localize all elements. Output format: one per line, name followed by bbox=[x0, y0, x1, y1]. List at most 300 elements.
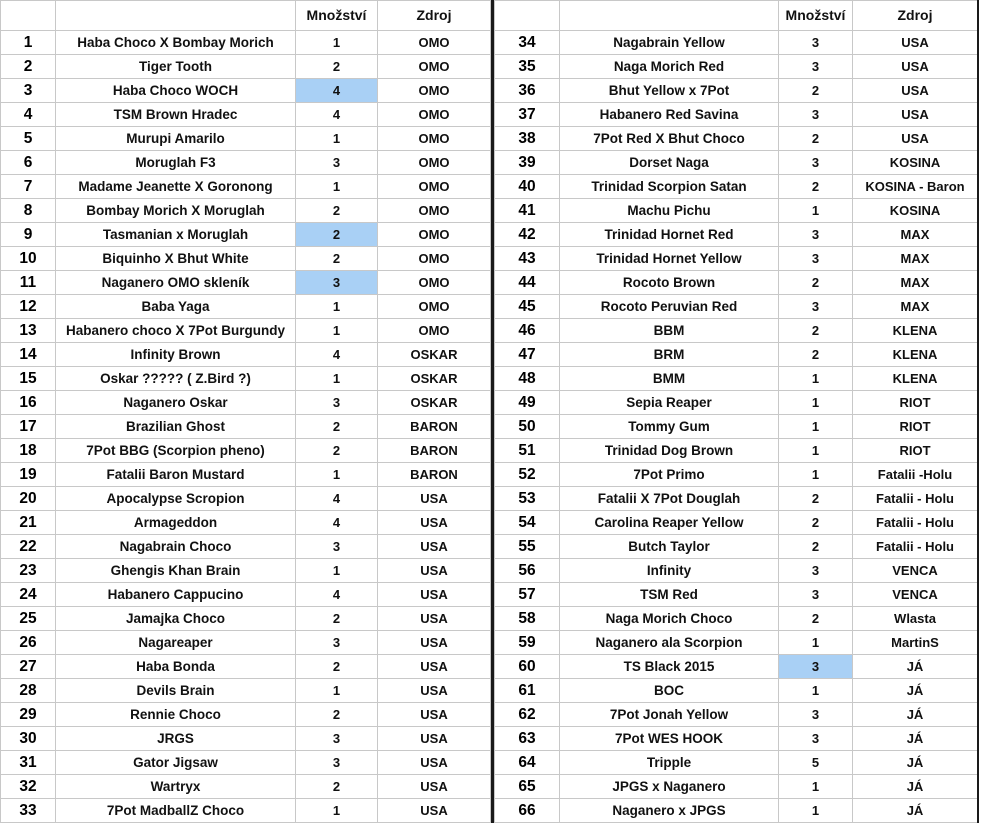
row-number-cell[interactable]: 64 bbox=[495, 751, 560, 775]
source-cell[interactable]: Fatalii - Holu bbox=[853, 487, 978, 511]
quantity-cell[interactable]: 3 bbox=[779, 55, 853, 79]
quantity-cell[interactable]: 2 bbox=[296, 247, 378, 271]
row-number-cell[interactable]: 18 bbox=[1, 439, 56, 463]
table-row bbox=[495, 607, 978, 631]
row-number-cell[interactable]: 2 bbox=[1, 55, 56, 79]
table-row bbox=[1, 247, 491, 271]
quantity-cell[interactable]: 1 bbox=[296, 679, 378, 703]
row-number-cell[interactable]: 8 bbox=[1, 199, 56, 223]
variety-name-cell[interactable]: Carolina Reaper Yellow bbox=[560, 511, 779, 535]
row-number-cell[interactable]: 1 bbox=[1, 31, 56, 55]
source-cell[interactable]: OSKAR bbox=[378, 343, 491, 367]
row-number-cell[interactable]: 52 bbox=[495, 463, 560, 487]
source-cell[interactable]: OMO bbox=[378, 247, 491, 271]
row-number-cell[interactable]: 59 bbox=[495, 631, 560, 655]
row-number-cell[interactable]: 29 bbox=[1, 703, 56, 727]
quantity-cell[interactable]: 2 bbox=[779, 511, 853, 535]
variety-name-cell[interactable]: Habanero Cappucino bbox=[56, 583, 296, 607]
row-number-cell[interactable]: 65 bbox=[495, 775, 560, 799]
source-cell[interactable]: MAX bbox=[853, 271, 978, 295]
row-number-cell[interactable]: 33 bbox=[1, 799, 56, 823]
row-number-cell[interactable]: 27 bbox=[1, 655, 56, 679]
quantity-cell[interactable]: 1 bbox=[779, 199, 853, 223]
variety-name-cell[interactable]: Butch Taylor bbox=[560, 535, 779, 559]
quantity-cell[interactable]: 2 bbox=[296, 199, 378, 223]
variety-name-cell[interactable]: TS Black 2015 bbox=[560, 655, 779, 679]
row-number-cell[interactable]: 23 bbox=[1, 559, 56, 583]
quantity-cell[interactable]: 1 bbox=[779, 775, 853, 799]
quantity-cell[interactable]: 4 bbox=[296, 343, 378, 367]
quantity-cell[interactable]: 1 bbox=[779, 631, 853, 655]
row-number-cell[interactable]: 22 bbox=[1, 535, 56, 559]
source-cell[interactable]: OMO bbox=[378, 151, 491, 175]
quantity-cell[interactable]: 1 bbox=[779, 391, 853, 415]
source-cell[interactable]: MAX bbox=[853, 295, 978, 319]
table-row bbox=[1, 751, 491, 775]
quantity-cell[interactable]: 3 bbox=[779, 559, 853, 583]
quantity-cell[interactable]: 3 bbox=[779, 703, 853, 727]
variety-name-cell[interactable]: JPGS x Naganero bbox=[560, 775, 779, 799]
quantity-cell[interactable]: 5 bbox=[779, 751, 853, 775]
row-number-cell[interactable]: 19 bbox=[1, 463, 56, 487]
variety-name-cell[interactable]: Habanero Red Savina bbox=[560, 103, 779, 127]
quantity-cell[interactable]: 3 bbox=[296, 151, 378, 175]
source-cell[interactable]: USA bbox=[378, 487, 491, 511]
source-cell[interactable]: USA bbox=[853, 103, 978, 127]
row-number-cell[interactable]: 31 bbox=[1, 751, 56, 775]
row-number-cell[interactable]: 13 bbox=[1, 319, 56, 343]
table-row bbox=[495, 271, 978, 295]
table-row bbox=[1, 295, 491, 319]
source-cell[interactable]: VENCA bbox=[853, 559, 978, 583]
variety-name-cell[interactable]: Sepia Reaper bbox=[560, 391, 779, 415]
table-row bbox=[1, 679, 491, 703]
table-row bbox=[1, 367, 491, 391]
source-cell[interactable]: OMO bbox=[378, 31, 491, 55]
quantity-cell[interactable]: 3 bbox=[779, 583, 853, 607]
source-cell[interactable]: Fatalii - Holu bbox=[853, 535, 978, 559]
header-source-cell[interactable]: Zdroj bbox=[378, 1, 491, 31]
quantity-cell[interactable]: 3 bbox=[779, 295, 853, 319]
variety-name-cell[interactable]: Naganero OMO skleník bbox=[56, 271, 296, 295]
source-cell[interactable]: VENCA bbox=[853, 583, 978, 607]
variety-name-cell[interactable]: Tiger Tooth bbox=[56, 55, 296, 79]
table-row bbox=[495, 703, 978, 727]
quantity-cell[interactable]: 3 bbox=[296, 535, 378, 559]
variety-name-cell[interactable]: Naganero ala Scorpion bbox=[560, 631, 779, 655]
quantity-cell[interactable]: 3 bbox=[296, 271, 378, 295]
source-cell[interactable]: USA bbox=[378, 799, 491, 823]
variety-name-cell[interactable]: Trinidad Hornet Yellow bbox=[560, 247, 779, 271]
variety-name-cell[interactable]: 7Pot MadballZ Choco bbox=[56, 799, 296, 823]
right-table bbox=[494, 0, 978, 823]
row-number-cell[interactable]: 14 bbox=[1, 343, 56, 367]
quantity-cell[interactable]: 2 bbox=[779, 535, 853, 559]
quantity-cell[interactable]: 3 bbox=[779, 223, 853, 247]
variety-name-cell[interactable]: 7Pot BBG (Scorpion pheno) bbox=[56, 439, 296, 463]
table-row bbox=[495, 343, 978, 367]
source-cell[interactable]: OMO bbox=[378, 127, 491, 151]
header-num-cell[interactable] bbox=[1, 1, 56, 31]
variety-name-cell[interactable]: JRGS bbox=[56, 727, 296, 751]
variety-name-cell[interactable]: Devils Brain bbox=[56, 679, 296, 703]
source-cell[interactable]: OSKAR bbox=[378, 367, 491, 391]
row-number-cell[interactable]: 11 bbox=[1, 271, 56, 295]
quantity-cell[interactable]: 2 bbox=[296, 223, 378, 247]
variety-name-cell[interactable]: Biquinho X Bhut White bbox=[56, 247, 296, 271]
table-row bbox=[495, 511, 978, 535]
quantity-cell[interactable]: 2 bbox=[296, 655, 378, 679]
variety-name-cell[interactable]: 7Pot Red X Bhut Choco bbox=[560, 127, 779, 151]
source-cell[interactable]: USA bbox=[853, 79, 978, 103]
row-number-cell[interactable]: 9 bbox=[1, 223, 56, 247]
row-number-cell[interactable]: 10 bbox=[1, 247, 56, 271]
quantity-cell[interactable]: 3 bbox=[296, 727, 378, 751]
variety-name-cell[interactable]: Rocoto Peruvian Red bbox=[560, 295, 779, 319]
table-row bbox=[1, 799, 491, 823]
variety-name-cell[interactable]: Fatalii Baron Mustard bbox=[56, 463, 296, 487]
row-number-cell[interactable]: 53 bbox=[495, 487, 560, 511]
quantity-cell[interactable]: 3 bbox=[779, 727, 853, 751]
row-number-cell[interactable]: 58 bbox=[495, 607, 560, 631]
variety-name-cell[interactable]: Rennie Choco bbox=[56, 703, 296, 727]
row-number-cell[interactable]: 7 bbox=[1, 175, 56, 199]
source-cell[interactable]: JÁ bbox=[853, 775, 978, 799]
right-table-body bbox=[495, 1, 978, 823]
row-number-cell[interactable]: 45 bbox=[495, 295, 560, 319]
row-number-cell[interactable]: 61 bbox=[495, 679, 560, 703]
row-number-cell[interactable]: 34 bbox=[495, 31, 560, 55]
header-row bbox=[495, 1, 978, 31]
source-cell[interactable]: USA bbox=[378, 607, 491, 631]
quantity-cell[interactable]: 1 bbox=[779, 415, 853, 439]
source-cell[interactable]: OSKAR bbox=[378, 391, 491, 415]
source-cell[interactable]: Wlasta bbox=[853, 607, 978, 631]
variety-name-cell[interactable]: Infinity Brown bbox=[56, 343, 296, 367]
source-cell[interactable]: BARON bbox=[378, 439, 491, 463]
source-cell[interactable]: JÁ bbox=[853, 799, 978, 823]
source-cell[interactable]: MartinS bbox=[853, 631, 978, 655]
quantity-cell[interactable]: 2 bbox=[779, 175, 853, 199]
quantity-cell[interactable]: 2 bbox=[779, 79, 853, 103]
table-row bbox=[1, 511, 491, 535]
variety-name-cell[interactable]: Trinidad Hornet Red bbox=[560, 223, 779, 247]
source-cell[interactable]: RIOT bbox=[853, 415, 978, 439]
quantity-cell[interactable]: 2 bbox=[779, 487, 853, 511]
row-number-cell[interactable]: 43 bbox=[495, 247, 560, 271]
source-cell[interactable]: RIOT bbox=[853, 439, 978, 463]
row-number-cell[interactable]: 60 bbox=[495, 655, 560, 679]
quantity-cell[interactable]: 2 bbox=[296, 775, 378, 799]
quantity-cell[interactable]: 3 bbox=[296, 631, 378, 655]
source-cell[interactable]: KLENA bbox=[853, 319, 978, 343]
row-number-cell[interactable]: 21 bbox=[1, 511, 56, 535]
source-cell[interactable]: USA bbox=[853, 31, 978, 55]
header-name-cell[interactable] bbox=[560, 1, 779, 31]
quantity-cell[interactable]: 3 bbox=[779, 655, 853, 679]
variety-name-cell[interactable]: Trinidad Scorpion Satan bbox=[560, 175, 779, 199]
row-number-cell[interactable]: 17 bbox=[1, 415, 56, 439]
quantity-cell[interactable]: 1 bbox=[779, 439, 853, 463]
variety-name-cell[interactable]: BMM bbox=[560, 367, 779, 391]
quantity-cell[interactable]: 2 bbox=[296, 703, 378, 727]
quantity-cell[interactable]: 3 bbox=[779, 103, 853, 127]
table-row bbox=[1, 79, 491, 103]
table-row bbox=[1, 55, 491, 79]
variety-name-cell[interactable]: Armageddon bbox=[56, 511, 296, 535]
row-number-cell[interactable]: 56 bbox=[495, 559, 560, 583]
source-cell[interactable]: OMO bbox=[378, 199, 491, 223]
source-cell[interactable]: USA bbox=[378, 631, 491, 655]
variety-name-cell[interactable]: Trinidad Dog Brown bbox=[560, 439, 779, 463]
source-cell[interactable]: JÁ bbox=[853, 703, 978, 727]
variety-name-cell[interactable]: Naganero x JPGS bbox=[560, 799, 779, 823]
source-cell[interactable]: USA bbox=[853, 127, 978, 151]
row-number-cell[interactable]: 35 bbox=[495, 55, 560, 79]
variety-name-cell[interactable]: Baba Yaga bbox=[56, 295, 296, 319]
variety-name-cell[interactable]: Madame Jeanette X Goronong bbox=[56, 175, 296, 199]
variety-name-cell[interactable]: Bombay Morich X Moruglah bbox=[56, 199, 296, 223]
row-number-cell[interactable]: 12 bbox=[1, 295, 56, 319]
source-cell[interactable]: JÁ bbox=[853, 679, 978, 703]
header-source-cell[interactable]: Zdroj bbox=[853, 1, 978, 31]
row-number-cell[interactable]: 36 bbox=[495, 79, 560, 103]
row-number-cell[interactable]: 28 bbox=[1, 679, 56, 703]
row-number-cell[interactable]: 42 bbox=[495, 223, 560, 247]
quantity-cell[interactable]: 2 bbox=[779, 343, 853, 367]
quantity-cell[interactable]: 2 bbox=[779, 271, 853, 295]
variety-name-cell[interactable]: Dorset Naga bbox=[560, 151, 779, 175]
row-number-cell[interactable]: 66 bbox=[495, 799, 560, 823]
source-cell[interactable]: USA bbox=[378, 535, 491, 559]
quantity-cell[interactable]: 1 bbox=[296, 127, 378, 151]
source-cell[interactable]: MAX bbox=[853, 223, 978, 247]
quantity-cell[interactable]: 2 bbox=[779, 607, 853, 631]
variety-name-cell[interactable]: Haba Bonda bbox=[56, 655, 296, 679]
row-number-cell[interactable]: 55 bbox=[495, 535, 560, 559]
row-number-cell[interactable]: 4 bbox=[1, 103, 56, 127]
variety-name-cell[interactable]: Naganero Oskar bbox=[56, 391, 296, 415]
row-number-cell[interactable]: 3 bbox=[1, 79, 56, 103]
source-cell[interactable]: KOSINA - Baron bbox=[853, 175, 978, 199]
quantity-cell[interactable]: 1 bbox=[296, 799, 378, 823]
variety-name-cell[interactable]: Murupi Amarilo bbox=[56, 127, 296, 151]
row-number-cell[interactable]: 51 bbox=[495, 439, 560, 463]
row-number-cell[interactable]: 48 bbox=[495, 367, 560, 391]
table-row bbox=[495, 655, 978, 679]
row-number-cell[interactable]: 50 bbox=[495, 415, 560, 439]
variety-name-cell[interactable]: Wartryx bbox=[56, 775, 296, 799]
variety-name-cell[interactable]: Haba Choco X Bombay Morich bbox=[56, 31, 296, 55]
source-cell[interactable]: Fatalii -Holu bbox=[853, 463, 978, 487]
table-row bbox=[1, 703, 491, 727]
source-cell[interactable]: RIOT bbox=[853, 391, 978, 415]
row-number-cell[interactable]: 62 bbox=[495, 703, 560, 727]
source-cell[interactable]: OMO bbox=[378, 175, 491, 199]
quantity-cell[interactable]: 2 bbox=[296, 415, 378, 439]
source-cell[interactable]: OMO bbox=[378, 103, 491, 127]
quantity-cell[interactable]: 1 bbox=[779, 463, 853, 487]
header-qty-cell[interactable]: Množství bbox=[296, 1, 378, 31]
table-row bbox=[1, 583, 491, 607]
source-cell[interactable]: USA bbox=[853, 55, 978, 79]
quantity-cell[interactable]: 1 bbox=[296, 319, 378, 343]
row-number-cell[interactable]: 41 bbox=[495, 199, 560, 223]
quantity-cell[interactable]: 3 bbox=[779, 31, 853, 55]
quantity-cell[interactable]: 4 bbox=[296, 103, 378, 127]
row-number-cell[interactable]: 15 bbox=[1, 367, 56, 391]
variety-name-cell[interactable]: Habanero choco X 7Pot Burgundy bbox=[56, 319, 296, 343]
variety-name-cell[interactable]: Ghengis Khan Brain bbox=[56, 559, 296, 583]
row-number-cell[interactable]: 25 bbox=[1, 607, 56, 631]
row-number-cell[interactable]: 49 bbox=[495, 391, 560, 415]
variety-name-cell[interactable]: Nagabrain Choco bbox=[56, 535, 296, 559]
quantity-cell[interactable]: 1 bbox=[296, 559, 378, 583]
quantity-cell[interactable]: 1 bbox=[296, 367, 378, 391]
row-number-cell[interactable]: 6 bbox=[1, 151, 56, 175]
row-number-cell[interactable]: 26 bbox=[1, 631, 56, 655]
source-cell[interactable]: USA bbox=[378, 751, 491, 775]
quantity-cell[interactable]: 4 bbox=[296, 583, 378, 607]
quantity-cell[interactable]: 4 bbox=[296, 511, 378, 535]
row-number-cell[interactable]: 37 bbox=[495, 103, 560, 127]
source-cell[interactable]: KLENA bbox=[853, 343, 978, 367]
variety-name-cell[interactable]: BBM bbox=[560, 319, 779, 343]
table-row bbox=[495, 751, 978, 775]
source-cell[interactable]: USA bbox=[378, 511, 491, 535]
source-cell[interactable]: BARON bbox=[378, 415, 491, 439]
variety-name-cell[interactable]: Moruglah F3 bbox=[56, 151, 296, 175]
row-number-cell[interactable]: 57 bbox=[495, 583, 560, 607]
variety-name-cell[interactable]: Jamajka Choco bbox=[56, 607, 296, 631]
table-row bbox=[495, 79, 978, 103]
variety-name-cell[interactable]: Apocalypse Scropion bbox=[56, 487, 296, 511]
header-qty-cell[interactable]: Množství bbox=[779, 1, 853, 31]
source-cell[interactable]: OMO bbox=[378, 319, 491, 343]
quantity-cell[interactable]: 2 bbox=[296, 439, 378, 463]
quantity-cell[interactable]: 2 bbox=[779, 319, 853, 343]
source-cell[interactable]: KOSINA bbox=[853, 151, 978, 175]
source-cell[interactable]: OMO bbox=[378, 223, 491, 247]
source-cell[interactable]: KOSINA bbox=[853, 199, 978, 223]
row-number-cell[interactable]: 5 bbox=[1, 127, 56, 151]
row-number-cell[interactable]: 39 bbox=[495, 151, 560, 175]
row-number-cell[interactable]: 24 bbox=[1, 583, 56, 607]
left-table-body bbox=[1, 1, 491, 823]
table-row bbox=[495, 679, 978, 703]
variety-name-cell[interactable]: BRM bbox=[560, 343, 779, 367]
variety-name-cell[interactable]: Tommy Gum bbox=[560, 415, 779, 439]
source-cell[interactable]: USA bbox=[378, 703, 491, 727]
quantity-cell[interactable]: 1 bbox=[296, 31, 378, 55]
variety-name-cell[interactable]: Infinity bbox=[560, 559, 779, 583]
variety-name-cell[interactable]: Rocoto Brown bbox=[560, 271, 779, 295]
row-number-cell[interactable]: 44 bbox=[495, 271, 560, 295]
source-cell[interactable]: USA bbox=[378, 655, 491, 679]
variety-name-cell[interactable]: Nagareaper bbox=[56, 631, 296, 655]
table-row bbox=[1, 535, 491, 559]
row-number-cell[interactable]: 16 bbox=[1, 391, 56, 415]
variety-name-cell[interactable]: Machu Pichu bbox=[560, 199, 779, 223]
row-number-cell[interactable]: 63 bbox=[495, 727, 560, 751]
variety-name-cell[interactable]: Fatalii X 7Pot Douglah bbox=[560, 487, 779, 511]
row-number-cell[interactable]: 40 bbox=[495, 175, 560, 199]
table-row bbox=[1, 271, 491, 295]
variety-name-cell[interactable]: BOC bbox=[560, 679, 779, 703]
quantity-cell[interactable]: 2 bbox=[296, 607, 378, 631]
source-cell[interactable]: OMO bbox=[378, 55, 491, 79]
quantity-cell[interactable]: 1 bbox=[296, 175, 378, 199]
variety-name-cell[interactable]: 7Pot Jonah Yellow bbox=[560, 703, 779, 727]
source-cell[interactable]: MAX bbox=[853, 247, 978, 271]
table-row bbox=[1, 391, 491, 415]
variety-name-cell[interactable]: Nagabrain Yellow bbox=[560, 31, 779, 55]
source-cell[interactable]: JÁ bbox=[853, 751, 978, 775]
header-num-cell[interactable] bbox=[495, 1, 560, 31]
row-number-cell[interactable]: 20 bbox=[1, 487, 56, 511]
variety-name-cell[interactable]: Brazilian Ghost bbox=[56, 415, 296, 439]
source-cell[interactable]: USA bbox=[378, 679, 491, 703]
quantity-cell[interactable]: 2 bbox=[779, 127, 853, 151]
source-cell[interactable]: USA bbox=[378, 559, 491, 583]
row-number-cell[interactable]: 32 bbox=[1, 775, 56, 799]
source-cell[interactable]: Fatalii - Holu bbox=[853, 511, 978, 535]
row-number-cell[interactable]: 30 bbox=[1, 727, 56, 751]
source-cell[interactable]: OMO bbox=[378, 295, 491, 319]
row-number-cell[interactable]: 54 bbox=[495, 511, 560, 535]
source-cell[interactable]: USA bbox=[378, 727, 491, 751]
variety-name-cell[interactable]: Tasmanian x Moruglah bbox=[56, 223, 296, 247]
quantity-cell[interactable]: 1 bbox=[779, 799, 853, 823]
source-cell[interactable]: JÁ bbox=[853, 727, 978, 751]
variety-name-cell[interactable]: 7Pot Primo bbox=[560, 463, 779, 487]
quantity-cell[interactable]: 1 bbox=[296, 295, 378, 319]
variety-name-cell[interactable]: Bhut Yellow x 7Pot bbox=[560, 79, 779, 103]
source-cell[interactable]: USA bbox=[378, 583, 491, 607]
variety-name-cell[interactable]: 7Pot WES HOOK bbox=[560, 727, 779, 751]
table-row bbox=[1, 439, 491, 463]
variety-name-cell[interactable]: Tripple bbox=[560, 751, 779, 775]
variety-name-cell[interactable]: TSM Brown Hradec bbox=[56, 103, 296, 127]
row-number-cell[interactable]: 38 bbox=[495, 127, 560, 151]
quantity-cell[interactable]: 3 bbox=[296, 391, 378, 415]
quantity-cell[interactable]: 1 bbox=[779, 679, 853, 703]
quantity-cell[interactable]: 4 bbox=[296, 487, 378, 511]
quantity-cell[interactable]: 1 bbox=[779, 367, 853, 391]
source-cell[interactable]: BARON bbox=[378, 463, 491, 487]
quantity-cell[interactable]: 4 bbox=[296, 79, 378, 103]
source-cell[interactable]: JÁ bbox=[853, 655, 978, 679]
quantity-cell[interactable]: 1 bbox=[296, 463, 378, 487]
variety-name-cell[interactable]: Naga Morich Choco bbox=[560, 607, 779, 631]
variety-name-cell[interactable]: Haba Choco WOCH bbox=[56, 79, 296, 103]
source-cell[interactable]: USA bbox=[378, 775, 491, 799]
quantity-cell[interactable]: 3 bbox=[296, 751, 378, 775]
source-cell[interactable]: OMO bbox=[378, 271, 491, 295]
variety-name-cell[interactable]: Naga Morich Red bbox=[560, 55, 779, 79]
row-number-cell[interactable]: 47 bbox=[495, 343, 560, 367]
quantity-cell[interactable]: 2 bbox=[296, 55, 378, 79]
source-cell[interactable]: KLENA bbox=[853, 367, 978, 391]
quantity-cell[interactable]: 3 bbox=[779, 247, 853, 271]
source-cell[interactable]: OMO bbox=[378, 79, 491, 103]
row-number-cell[interactable]: 46 bbox=[495, 319, 560, 343]
variety-name-cell[interactable]: Gator Jigsaw bbox=[56, 751, 296, 775]
variety-name-cell[interactable]: Oskar ????? ( Z.Bird ?) bbox=[56, 367, 296, 391]
variety-name-cell[interactable]: TSM Red bbox=[560, 583, 779, 607]
quantity-cell[interactable]: 3 bbox=[779, 151, 853, 175]
header-name-cell[interactable] bbox=[56, 1, 296, 31]
